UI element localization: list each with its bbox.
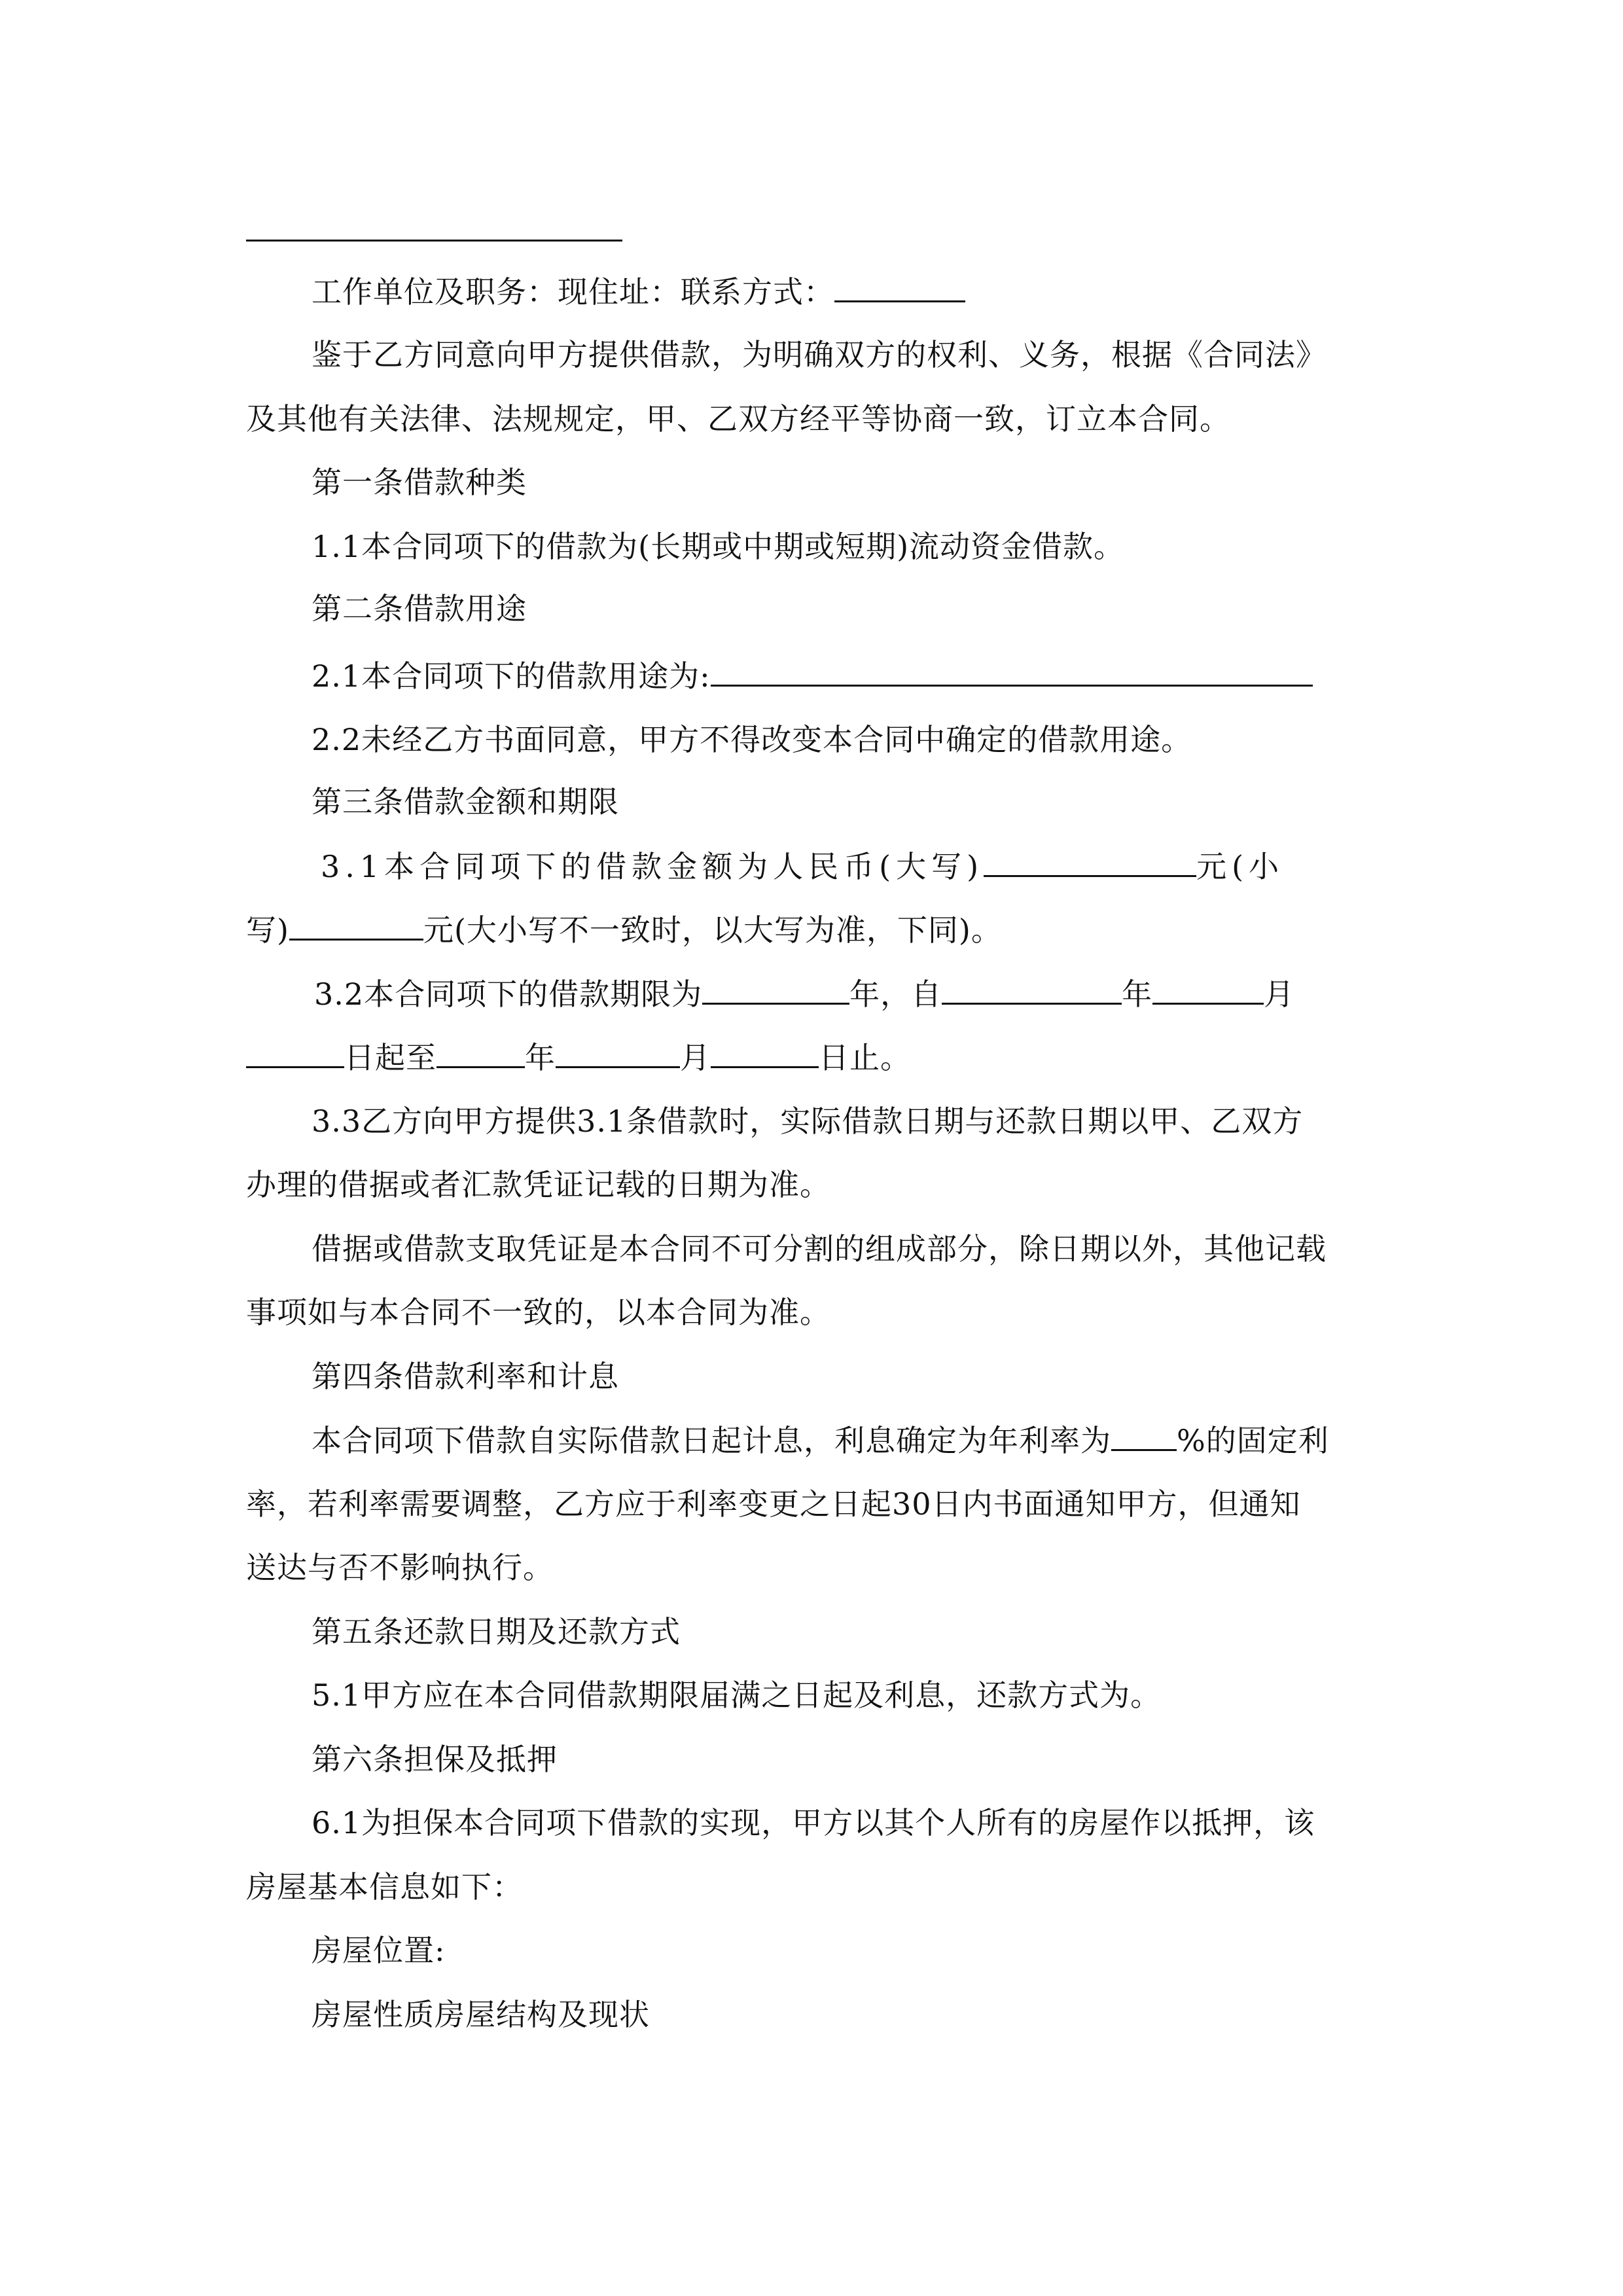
clause-3-1-text-d: 元(大小写不一致时，以大写为准，下同)。 bbox=[423, 912, 1002, 948]
article-6-title: 第六条担保及抵押 bbox=[312, 1742, 558, 1777]
end-year-blank bbox=[437, 1037, 525, 1068]
receipt-paragraph-line-1: 借据或借款支取凭证是本合同不可分割的组成部分，除日期以外，其他记载 bbox=[312, 1231, 1327, 1266]
clause-3-1-text-c: 写) bbox=[246, 912, 289, 948]
clause-3-2-text-f: 年 bbox=[525, 1040, 556, 1075]
amount-lowercase-blank bbox=[289, 910, 423, 941]
loan-purpose-blank bbox=[711, 656, 1313, 687]
article-4-text-b: %的固定利 bbox=[1177, 1423, 1329, 1458]
clause-3-2-line-1 bbox=[314, 974, 1294, 1014]
preamble-line-1: 鉴于乙方同意向甲方提供借款，为明确双方的权利、义务，根据《合同法》 bbox=[312, 337, 1327, 372]
clause-2-1: 2.1本合同项下的借款用途为: bbox=[312, 658, 711, 694]
clause-3-2-text-c: 年 bbox=[1122, 977, 1153, 1012]
receipt-paragraph-line-2: 事项如与本合同不一致的，以本合同为准。 bbox=[246, 1295, 830, 1330]
clause-3-2-text-e: 日起至 bbox=[344, 1040, 437, 1075]
clause-1-1: 1.1本合同项下的借款为(长期或中期或短期)流动资金借款。 bbox=[312, 529, 1125, 564]
article-2-title: 第二条借款用途 bbox=[312, 591, 527, 626]
start-year-blank bbox=[942, 974, 1122, 1005]
interest-rate-blank bbox=[1111, 1420, 1177, 1451]
article-4-line-3: 送达与否不影响执行。 bbox=[246, 1550, 554, 1585]
clause-3-1-line-2 bbox=[246, 910, 1002, 950]
clause-3-2-line-2 bbox=[246, 1037, 911, 1077]
end-day-blank bbox=[711, 1037, 819, 1068]
clause-3-1-text: 3.1本合同项下的借款金额为人民币(大写) bbox=[321, 849, 984, 884]
work-address-contact-label: 工作单位及职务：现住址：联系方式： bbox=[312, 274, 834, 310]
article-4-line-2: 率，若利率需要调整，乙方应于利率变更之日起30日内书面通知甲方，但通知 bbox=[246, 1486, 1301, 1522]
clause-5-1: 5.1甲方应在本合同借款期限届满之日起及利息，还款方式为。 bbox=[312, 1677, 1162, 1713]
article-3-title: 第三条借款金额和期限 bbox=[312, 784, 619, 819]
house-location-label: 房屋位置: bbox=[312, 1933, 446, 1968]
preamble-line-2: 及其他有关法律、法规规定，甲、乙双方经平等协商一致，订立本合同。 bbox=[246, 401, 1230, 437]
work-address-contact-line bbox=[312, 272, 965, 312]
start-day-blank bbox=[246, 1037, 344, 1068]
clause-3-1-line-1 bbox=[321, 846, 1284, 886]
clause-3-2-text-b: 年，自 bbox=[849, 977, 942, 1012]
top-signature-blank-line bbox=[246, 240, 622, 242]
start-month-blank bbox=[1152, 974, 1264, 1005]
clause-3-2-text: 3.2本合同项下的借款期限为 bbox=[314, 977, 703, 1012]
end-month-blank bbox=[556, 1037, 680, 1068]
clause-3-3-line-1: 3.3乙方向甲方提供3.1条借款时，实际借款日期与还款日期以甲、乙双方 bbox=[312, 1103, 1304, 1139]
article-4-title: 第四条借款利率和计息 bbox=[312, 1359, 619, 1394]
amount-uppercase-blank bbox=[984, 846, 1196, 877]
clause-3-2-text-d: 月 bbox=[1264, 977, 1295, 1012]
article-1-title: 第一条借款种类 bbox=[312, 465, 527, 500]
contact-blank bbox=[834, 272, 965, 302]
clause-3-1-text-b: 元(小 bbox=[1196, 849, 1285, 884]
house-nature-structure-label: 房屋性质房屋结构及现状 bbox=[312, 1997, 650, 2032]
clause-2-2: 2.2未经乙方书面同意，甲方不得改变本合同中确定的借款用途。 bbox=[312, 722, 1192, 757]
article-4-text-a: 本合同项下借款自实际借款日起计息，利息确定为年利率为 bbox=[312, 1423, 1111, 1458]
clause-3-2-text-g: 月 bbox=[680, 1040, 711, 1075]
term-years-blank bbox=[702, 974, 849, 1005]
clause-2-1-line bbox=[312, 656, 1313, 696]
clause-6-1-line-1: 6.1为担保本合同项下借款的实现，甲方以其个人所有的房屋作以抵押，该 bbox=[312, 1805, 1315, 1840]
article-4-line-1 bbox=[312, 1420, 1329, 1460]
clause-3-3-line-2: 办理的借据或者汇款凭证记载的日期为准。 bbox=[246, 1167, 830, 1202]
clause-3-2-text-h: 日止。 bbox=[819, 1040, 911, 1075]
article-5-title: 第五条还款日期及还款方式 bbox=[312, 1614, 681, 1649]
clause-6-1-line-2: 房屋基本信息如下： bbox=[246, 1869, 523, 1905]
